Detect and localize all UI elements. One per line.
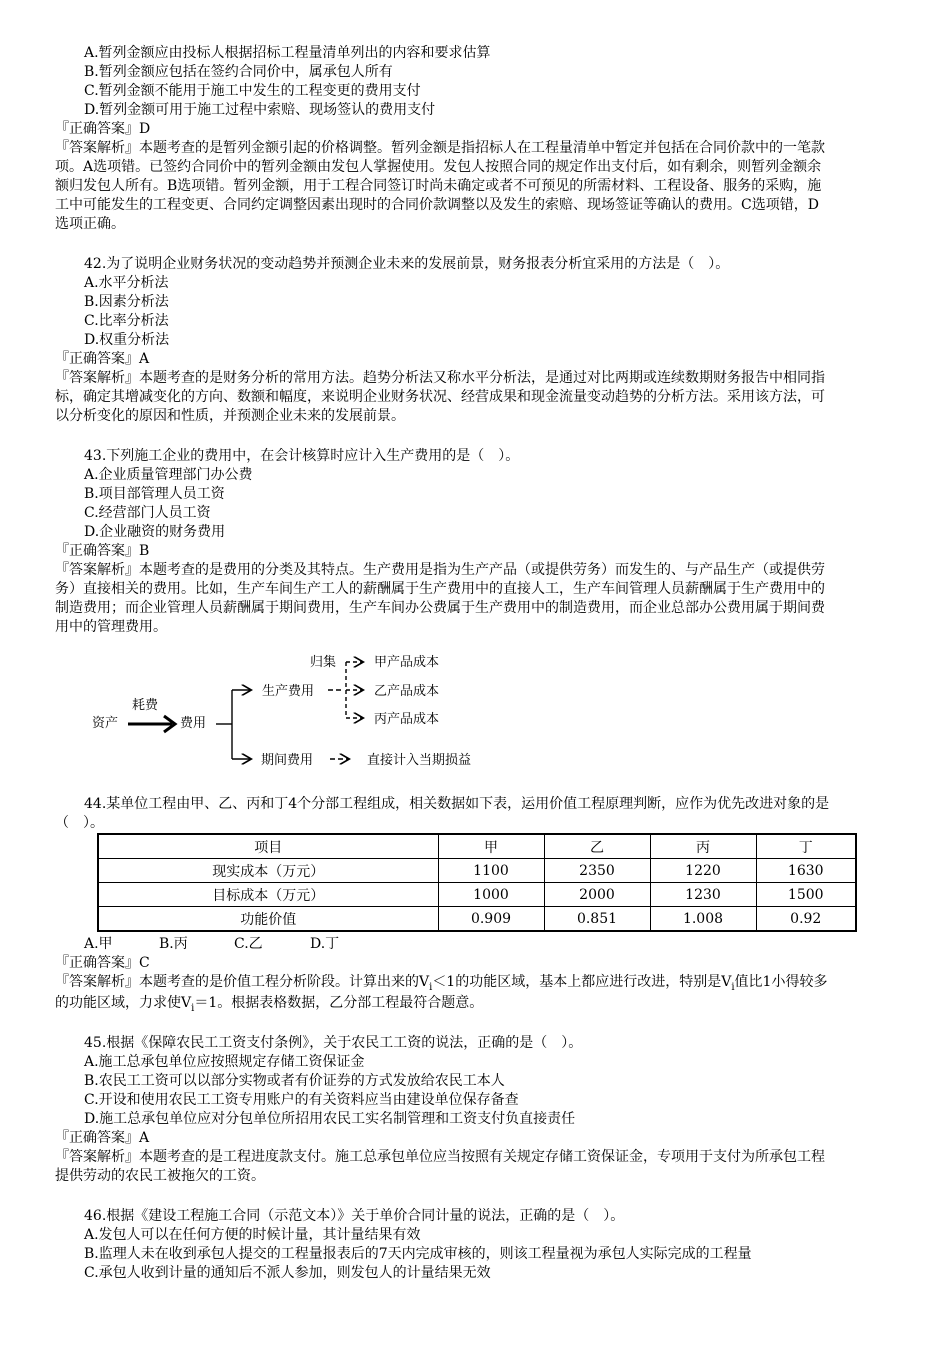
q46-option-c: C.承包人收到计量的通知后不派人参加，则发包人的计量结果无效 [84, 1265, 491, 1281]
q45-option-d: D.施工总承包单位应对分包单位所招用农民工实名制管理和工资支付负直接责任 [84, 1111, 576, 1127]
diagram-profit-loss-label: 直接计入当期损益 [367, 753, 472, 768]
q41-option-d: D.暂列金额可用于施工过程中索赔、现场签认的费用支付 [84, 102, 436, 118]
diagram-collect-label: 归集 [310, 655, 337, 670]
q45-stem: 45.根据《保障农民工工资支付条例》，关于农民工工资的说法，正确的是（ ）。 [84, 1035, 583, 1051]
q43-stem: 43.下列施工企业的费用中，在会计核算时应计入生产费用的是（ ）。 [84, 448, 520, 464]
q43-analysis-line: 用中的管理费用。 [55, 619, 167, 635]
q41-analysis-line: 工中可能发生的工程变更、合同约定调整因素出现时的合同价款调整以及发生的索赔、现场签证等确认的费用。C选项错，D [55, 197, 819, 213]
diagram-product-a-label: 甲产品成本 [374, 655, 440, 670]
table-header-cell: 丙 [650, 834, 756, 859]
table-cell: 2350 [544, 859, 650, 883]
subscript: i [731, 981, 735, 993]
q44-options [84, 935, 339, 954]
q43-answer: 『正确答案』B [55, 543, 150, 559]
q42-option-a: A.水平分析法 [84, 275, 169, 291]
table-header-cell: 甲 [438, 834, 544, 859]
table-cell: 现实成本（万元） [98, 859, 438, 883]
table-header-row [98, 834, 856, 859]
cost-classification-diagram [80, 648, 540, 773]
table-cell: 1220 [650, 859, 756, 883]
q42-answer: 『正确答案』A [55, 351, 150, 367]
table-header-cell: 丁 [756, 834, 856, 859]
q44-analysis-line [55, 994, 483, 1018]
q44-analysis-text: 值比1小得较多 [734, 974, 828, 990]
diagram-cost-label: 费用 [180, 716, 207, 731]
diagram-consume-label: 耗费 [132, 698, 159, 713]
q41-analysis-line: 『答案解析』本题考查的是暂列金额引起的价格调整。暂列金额是指招标人在工程量清单中暂定并包括在合同价款中的一笔款 [55, 140, 825, 156]
q44-stem-cont: （ ）。 [55, 815, 104, 831]
table-cell: 1630 [756, 859, 856, 883]
q44-analysis-text: 『答案解析』本题考查的是价值工程分析阶段。计算出来的V [55, 974, 430, 990]
table-row [98, 883, 856, 907]
q44-option-b: B.丙 [159, 936, 188, 952]
table-cell: 1000 [438, 883, 544, 907]
q41-analysis-line: 额归发包人所有。B选项错。暂列金额，用于工程合同签订时尚未确定或者不可预见的所需材料、工程设备、服务的采购，施 [55, 178, 822, 194]
q44-answer: 『正确答案』C [55, 955, 150, 971]
q44-option-d: D.丁 [310, 936, 340, 952]
q44-option-a: A.甲 [84, 936, 113, 952]
q42-option-d: D.权重分析法 [84, 332, 170, 348]
q45-option-c: C.开设和使用农民工工资专用账户的有关资料应当由建设单位保存备查 [84, 1092, 519, 1108]
table-row [98, 907, 856, 932]
q44-analysis-text: ＜1的功能区域，基本上都应进行改进，特别是V [432, 974, 732, 990]
table-cell: 0.909 [438, 907, 544, 932]
q41-option-a: A.暂列金额应由投标人根据招标工程量清单列出的内容和要求估算 [84, 45, 491, 61]
value-engineering-table [97, 833, 857, 932]
q46-option-b: B.监理人未在收到承包人提交的工程量报表后的7天内完成审核的，则该工程量视为承包人实际完成的工程量 [84, 1246, 752, 1262]
q41-option-c: C.暂列金额不能用于施工中发生的工程变更的费用支付 [84, 83, 421, 99]
q42-option-b: B.因素分析法 [84, 294, 169, 310]
table-row [98, 859, 856, 883]
table-cell: 0.851 [544, 907, 650, 932]
q43-option-b: B.项目部管理人员工资 [84, 486, 225, 502]
table-header-cell: 项目 [98, 834, 438, 859]
q41-analysis-line: 选项正确。 [55, 216, 125, 232]
q43-analysis-line: 务）直接相关的费用。比如，生产车间生产工人的薪酬属于生产费用中的直接人工，生产车间管理人员薪酬属于生产费用中的 [55, 581, 825, 597]
diagram-product-c-label: 丙产品成本 [374, 712, 440, 727]
table-cell: 2000 [544, 883, 650, 907]
table-cell: 1500 [756, 883, 856, 907]
q44-analysis-text: 的功能区域，力求使V [55, 995, 192, 1011]
q42-stem: 42.为了说明企业财务状况的变动趋势并预测企业未来的发展前景，财务报表分析宜采用的方法是（ ）。 [84, 256, 730, 272]
q45-analysis-line: 提供劳动的农民工被拖欠的工资。 [55, 1168, 265, 1184]
table-cell: 功能价值 [98, 907, 438, 932]
q45-option-b: B.农民工工资可以以部分实物或者有价证券的方式发放给农民工本人 [84, 1073, 505, 1089]
q42-analysis-line: 『答案解析』本题考查的是财务分析的常用方法。趋势分析法又称水平分析法，是通过对比两期或连续数期财务报告中相同指 [55, 370, 825, 386]
table-cell: 1100 [438, 859, 544, 883]
q43-analysis-line: 制造费用；而企业管理人员薪酬属于期间费用，生产车间办公费属于生产费用中的制造费用，而企业总部办公费用属于期间费 [55, 600, 825, 616]
q43-option-c: C.经营部门人员工资 [84, 505, 211, 521]
diagram-period-cost-label: 期间费用 [261, 753, 314, 768]
q43-option-a: A.企业质量管理部门办公费 [84, 467, 253, 483]
table-cell: 1.008 [650, 907, 756, 932]
q44-stem: 44.某单位工程由甲、乙、丙和丁4个分部工程组成，相关数据如下表，运用价值工程原理判断，应作为优先改进对象的是 [84, 796, 830, 812]
q45-answer: 『正确答案』A [55, 1130, 150, 1146]
q46-option-a: A.发包人可以在任何方便的时候计量，其计量结果有效 [84, 1227, 421, 1243]
q43-analysis-line: 『答案解析』本题考查的是费用的分类及其特点。生产费用是指为生产产品（或提供劳务）而发生的、与产品生产（或提供劳 [55, 562, 825, 578]
q44-option-c: C.乙 [234, 936, 263, 952]
q45-option-a: A.施工总承包单位应按照规定存储工资保证金 [84, 1054, 365, 1070]
subscript: i [429, 981, 433, 993]
diagram-product-b-label: 乙产品成本 [374, 684, 440, 699]
subscript: i [191, 1002, 195, 1014]
q42-analysis-line: 标，确定其增减变化的方向、数额和幅度，来说明企业财务状况、经营成果和现金流量变动趋势的分析方法。采用该方法，可 [55, 389, 825, 405]
q43-option-d: D.企业融资的财务费用 [84, 524, 226, 540]
diagram-production-cost-label: 生产费用 [262, 684, 315, 699]
table-cell: 1230 [650, 883, 756, 907]
table-cell: 0.92 [756, 907, 856, 932]
diagram-asset-label: 资产 [92, 716, 119, 731]
table-cell: 目标成本（万元） [98, 883, 438, 907]
q41-answer: 『正确答案』D [55, 121, 151, 137]
q45-analysis-line: 『答案解析』本题考查的是工程进度款支付。施工总承包单位应当按照有关规定存储工资保证金，专项用于支付为所承包工程 [55, 1149, 825, 1165]
q41-option-b: B.暂列金额应包括在签约合同价中，属承包人所有 [84, 64, 393, 80]
q42-option-c: C.比率分析法 [84, 313, 169, 329]
table-header-cell: 乙 [544, 834, 650, 859]
q46-stem: 46.根据《建设工程施工合同（示范文本）》关于单价合同计量的说法，正确的是（ ）。 [84, 1208, 625, 1224]
q41-analysis-line: 项。A选项错。已签约合同价中的暂列金额由发包人掌握使用。发包人按照合同的规定作出支付后，如有剩余，则暂列金额余 [55, 159, 822, 175]
q42-analysis-line: 以分析变化的原因和性质，并预测企业未来的发展前景。 [55, 408, 405, 424]
q44-analysis-text: ＝1。根据表格数据，乙分部工程最符合题意。 [194, 995, 484, 1011]
